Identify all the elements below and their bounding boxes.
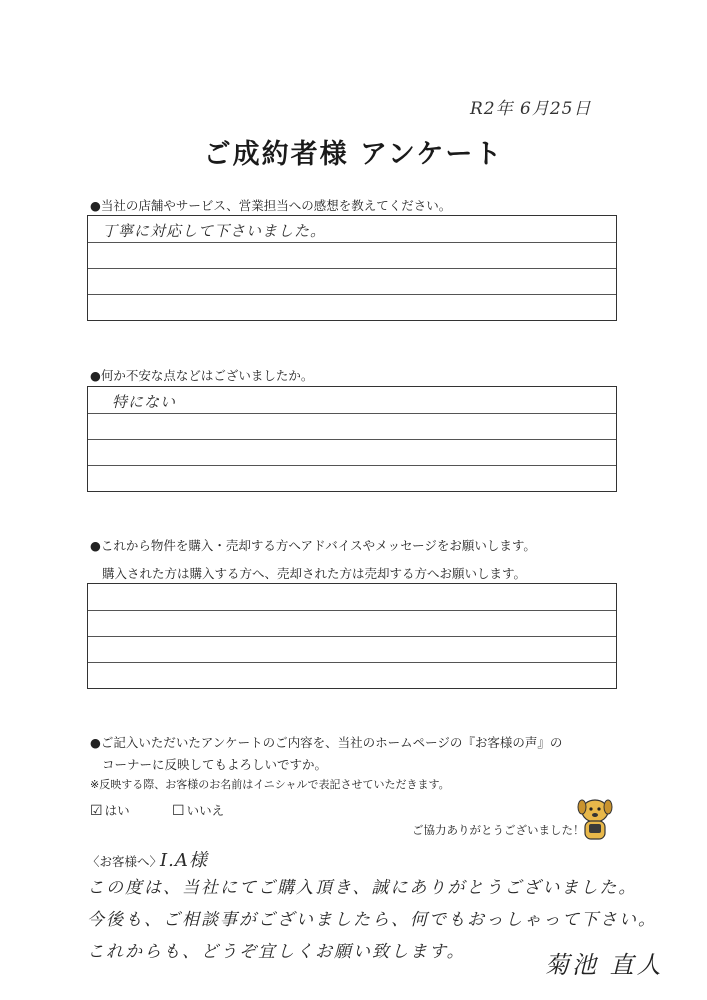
consent-yes-option[interactable] [90,801,130,819]
question-3-sublabel: 購入された方は購入する方へ、売却された方は売却する方へお願いします。 [102,566,527,581]
message-line-2: 今後も、ご相談事がございましたら、何でもおっしゃって下さい。 [87,910,657,930]
message-line-3: これからも、どうぞ宜しくお願い致します。 [87,942,466,962]
rule-line [88,465,616,466]
consent-yes-label: はい [104,803,130,818]
message-to-name: I.A様 [160,850,208,871]
question-2-label: ●何か不安な点などはございましたか。 [90,368,314,383]
staff-signature: 菊池 直人 [545,951,664,979]
answer-box-2 [87,386,617,492]
rule-line [88,439,616,440]
checkbox-empty-icon[interactable]: ☐ [172,803,185,819]
answer-2-text: 特にない [112,393,177,411]
thanks-message: ご協力ありがとうございました！ [412,823,585,837]
survey-date: R2年 6月25日 [470,99,592,119]
message-to-label: 〈お客様へ〉 [87,854,163,869]
rule-line [88,610,616,611]
message-line-1: この度は、当社にてご購入頂き、誠にありがとうございました。 [87,878,638,898]
rule-line [88,294,616,295]
page-title: ご成約者様 アンケート [203,139,504,170]
rule-line [88,268,616,269]
question-3-label: ●これから物件を購入・売却する方へアドバイスやメッセージをお願いします。 [90,538,536,553]
consent-no-option[interactable] [172,801,224,819]
rule-line [88,413,616,414]
question-1-label: ●当社の店舗やサービス、営業担当への感想を教えてください。 [90,198,452,213]
rule-line [88,636,616,637]
answer-box-3 [87,583,617,689]
rule-line [88,662,616,663]
consent-line-2: コーナーに反映してもよろしいですか。 [102,757,328,772]
consent-line-1: ●ご記入いただいたアンケートのご内容を、当社のホームページの『お客様の声』の [90,735,563,750]
consent-note: ※反映する際、お客様のお名前はイニシャルで表記させていただきます。 [90,778,450,791]
answer-1-text: 丁寧に対応して下さいました。 [102,222,327,240]
checkbox-checked-icon[interactable]: ☑ [90,803,103,819]
dog-mascot-icon [570,793,620,843]
rule-line [88,242,616,243]
answer-box-1 [87,215,617,321]
consent-no-label: いいえ [186,803,225,818]
